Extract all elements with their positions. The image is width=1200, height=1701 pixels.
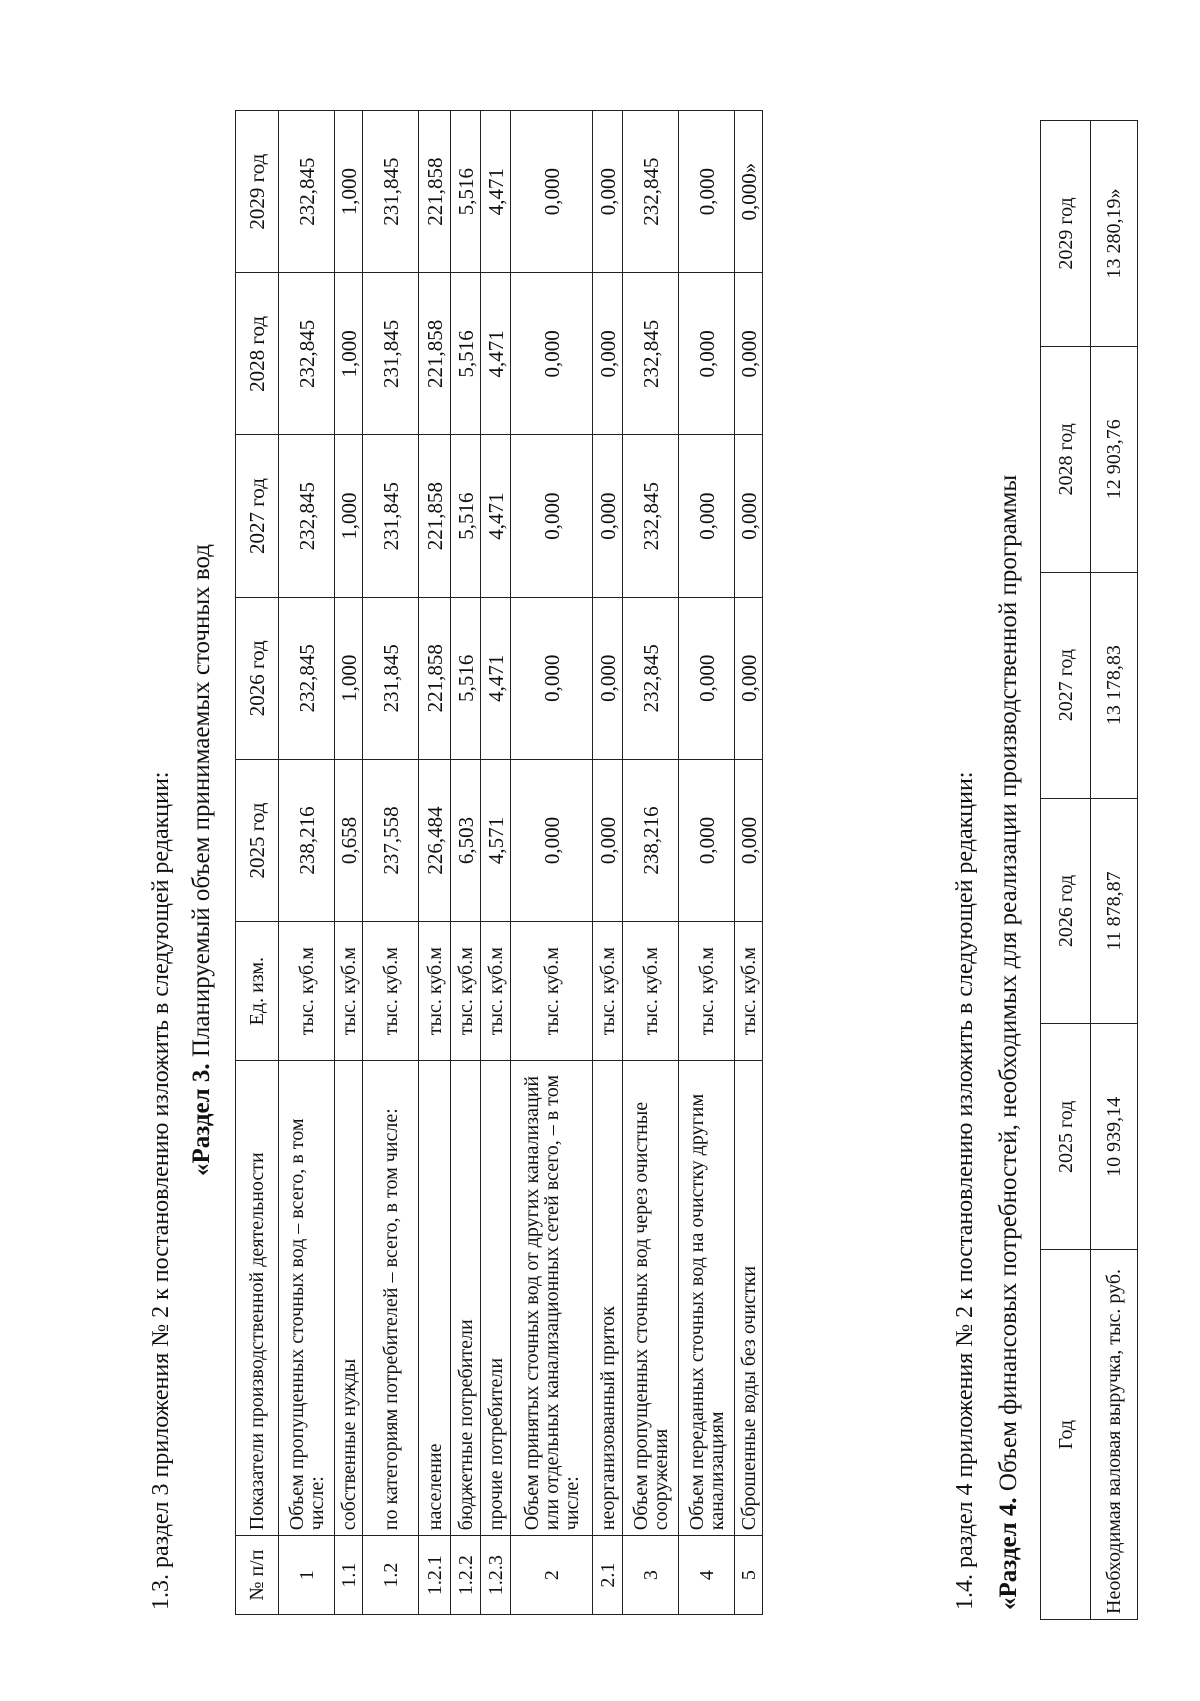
- header-cell: 2027 год: [236, 435, 279, 597]
- value-cell: 221,858: [419, 597, 451, 759]
- value-cell: 4,571: [481, 759, 511, 921]
- row-indicator: Сброшенные воды без очистки: [735, 1061, 763, 1536]
- row-indicator: неорганизованный приток: [593, 1061, 623, 1536]
- header-cell: 2025 год: [1041, 1024, 1091, 1250]
- row-unit: тыс. куб.м: [335, 922, 363, 1061]
- row-unit: тыс. куб.м: [419, 922, 451, 1061]
- row-number: 1.2.2: [451, 1536, 481, 1615]
- row-unit: тыс. куб.м: [363, 922, 419, 1061]
- section-3-title-bold: «Раздел 3.: [188, 1063, 215, 1177]
- value-cell: 232,845: [623, 273, 679, 435]
- header-cell: 2028 год: [1041, 346, 1091, 572]
- header-cell: 2029 год: [236, 111, 279, 273]
- value-cell: 0,000: [511, 273, 593, 435]
- row-unit: тыс. куб.м: [451, 922, 481, 1061]
- value-cell: 13 178,83: [1091, 572, 1138, 798]
- value-cell: 0,000: [593, 759, 623, 921]
- header-cell: 2026 год: [1041, 798, 1091, 1024]
- row-number: 2: [511, 1536, 593, 1615]
- value-cell: 0,000: [511, 597, 593, 759]
- paragraph-1-3: 1.3. раздел 3 приложения № 2 к постановлению изложить в следующей редакции:: [148, 771, 174, 1610]
- value-cell: 0,000: [735, 435, 763, 597]
- value-cell: 0,000: [679, 759, 735, 921]
- section-3-title-text: Планируемый объем принимаемых сточных вод: [188, 543, 215, 1064]
- row-number: 1: [279, 1536, 335, 1615]
- value-cell: 232,845: [623, 111, 679, 273]
- header-cell: 2029 год: [1041, 121, 1091, 347]
- value-cell: 1,000: [335, 597, 363, 759]
- value-cell: 10 939,14: [1091, 1024, 1138, 1250]
- header-cell: 2026 год: [236, 597, 279, 759]
- value-cell: 0,000: [593, 597, 623, 759]
- value-cell: 0,000: [511, 435, 593, 597]
- value-cell: 0,000: [679, 273, 735, 435]
- value-cell: 0,000: [679, 435, 735, 597]
- header-cell: № п/п: [236, 1536, 279, 1615]
- value-cell: 0,658: [335, 759, 363, 921]
- section-3-title: [188, 60, 216, 1660]
- table-row: [1091, 121, 1138, 1620]
- value-cell: 231,845: [363, 273, 419, 435]
- row-unit: тыс. куб.м: [481, 922, 511, 1061]
- value-cell: 231,845: [363, 111, 419, 273]
- row-unit: тыс. куб.м: [623, 922, 679, 1061]
- value-cell: 221,858: [419, 273, 451, 435]
- value-cell: 0,000: [735, 273, 763, 435]
- row-number: 5: [735, 1536, 763, 1615]
- value-cell: 0,000»: [735, 111, 763, 273]
- value-cell: 5,516: [451, 597, 481, 759]
- section-4-title-text: Объем финансовых потребностей, необходимых для реализации производственной программы: [995, 474, 1022, 1498]
- row-number: 1.2.1: [419, 1536, 451, 1615]
- table-row: [481, 111, 511, 1615]
- row-indicator: Необходимая валовая выручка, тыс. руб.: [1091, 1250, 1138, 1620]
- value-cell: 5,516: [451, 435, 481, 597]
- row-indicator: Объем пропущенных сточных вод через очистные сооружения: [623, 1061, 679, 1536]
- value-cell: 221,858: [419, 435, 451, 597]
- row-number: 1.2: [363, 1536, 419, 1615]
- value-cell: 0,000: [679, 111, 735, 273]
- table-row: [279, 111, 335, 1615]
- row-number: 4: [679, 1536, 735, 1615]
- value-cell: 1,000: [335, 435, 363, 597]
- header-cell: Показатели производственной деятельности: [236, 1061, 279, 1536]
- row-number: 2.1: [593, 1536, 623, 1615]
- value-cell: 4,471: [481, 597, 511, 759]
- table-row: [335, 111, 363, 1615]
- section-4-title: [995, 475, 1023, 1610]
- header-cell: 2027 год: [1041, 572, 1091, 798]
- table-row: [451, 111, 481, 1615]
- paragraph-1-4: 1.4. раздел 4 приложения № 2 к постановлению изложить в следующей редакции:: [952, 771, 978, 1610]
- value-cell: 5,516: [451, 111, 481, 273]
- value-cell: 0,000: [593, 111, 623, 273]
- rotated-page: [140, 60, 1200, 1660]
- header-cell: 2025 год: [236, 759, 279, 921]
- value-cell: 4,471: [481, 273, 511, 435]
- value-cell: 232,845: [279, 111, 335, 273]
- row-indicator: бюджетные потребители: [451, 1061, 481, 1536]
- value-cell: 5,516: [451, 273, 481, 435]
- value-cell: 4,471: [481, 111, 511, 273]
- row-indicator: Объем пропущенных сточных вод – всего, в том числе:: [279, 1061, 335, 1536]
- table-row: [511, 111, 593, 1615]
- value-cell: 0,000: [735, 597, 763, 759]
- row-indicator: по категориям потребителей – всего, в том числе:: [363, 1061, 419, 1536]
- section-4-title-bold: «Раздел 4.: [995, 1497, 1022, 1610]
- value-cell: 4,471: [481, 435, 511, 597]
- value-cell: 1,000: [335, 111, 363, 273]
- value-cell: 0,000: [593, 273, 623, 435]
- section-3-table: [235, 110, 763, 1615]
- row-indicator: прочие потребители: [481, 1061, 511, 1536]
- value-cell: 232,845: [279, 597, 335, 759]
- table-row: [593, 111, 623, 1615]
- row-number: 3: [623, 1536, 679, 1615]
- value-cell: 237,558: [363, 759, 419, 921]
- table-header-row: [236, 111, 279, 1615]
- row-number: 1.1: [335, 1536, 363, 1615]
- value-cell: 0,000: [593, 435, 623, 597]
- row-unit: тыс. куб.м: [679, 922, 735, 1061]
- row-number: 1.2.3: [481, 1536, 511, 1615]
- value-cell: 6,503: [451, 759, 481, 921]
- header-cell: 2028 год: [236, 273, 279, 435]
- value-cell: 226,484: [419, 759, 451, 921]
- row-indicator: собственные нужды: [335, 1061, 363, 1536]
- value-cell: 238,216: [623, 759, 679, 921]
- value-cell: 12 903,76: [1091, 346, 1138, 572]
- row-indicator: население: [419, 1061, 451, 1536]
- value-cell: 232,845: [279, 435, 335, 597]
- value-cell: 0,000: [511, 759, 593, 921]
- section-4-table: [1040, 120, 1138, 1620]
- row-unit: тыс. куб.м: [279, 922, 335, 1061]
- header-cell: Ед. изм.: [236, 922, 279, 1061]
- table-header-row: [1041, 121, 1091, 1620]
- value-cell: 1,000: [335, 273, 363, 435]
- value-cell: 0,000: [679, 597, 735, 759]
- table-row: [623, 111, 679, 1615]
- table-row: [419, 111, 451, 1615]
- table-row: [679, 111, 735, 1615]
- value-cell: 232,845: [623, 435, 679, 597]
- row-indicator: Объем переданных сточных вод на очистку другим канализациям: [679, 1061, 735, 1536]
- value-cell: 221,858: [419, 111, 451, 273]
- value-cell: 232,845: [279, 273, 335, 435]
- value-cell: 0,000: [735, 759, 763, 921]
- value-cell: 238,216: [279, 759, 335, 921]
- value-cell: 231,845: [363, 597, 419, 759]
- value-cell: 0,000: [511, 111, 593, 273]
- value-cell: 13 280,19»: [1091, 121, 1138, 347]
- table-row: [735, 111, 763, 1615]
- value-cell: 232,845: [623, 597, 679, 759]
- value-cell: 231,845: [363, 435, 419, 597]
- row-unit: тыс. куб.м: [511, 922, 593, 1061]
- table-row: [363, 111, 419, 1615]
- header-cell: Год: [1041, 1250, 1091, 1620]
- row-unit: тыс. куб.м: [735, 922, 763, 1061]
- value-cell: 11 878,87: [1091, 798, 1138, 1024]
- row-unit: тыс. куб.м: [593, 922, 623, 1061]
- row-indicator: Объем принятых сточных вод от других канализаций или отдельных канализационных сетей всего, – в том числе:: [511, 1061, 593, 1536]
